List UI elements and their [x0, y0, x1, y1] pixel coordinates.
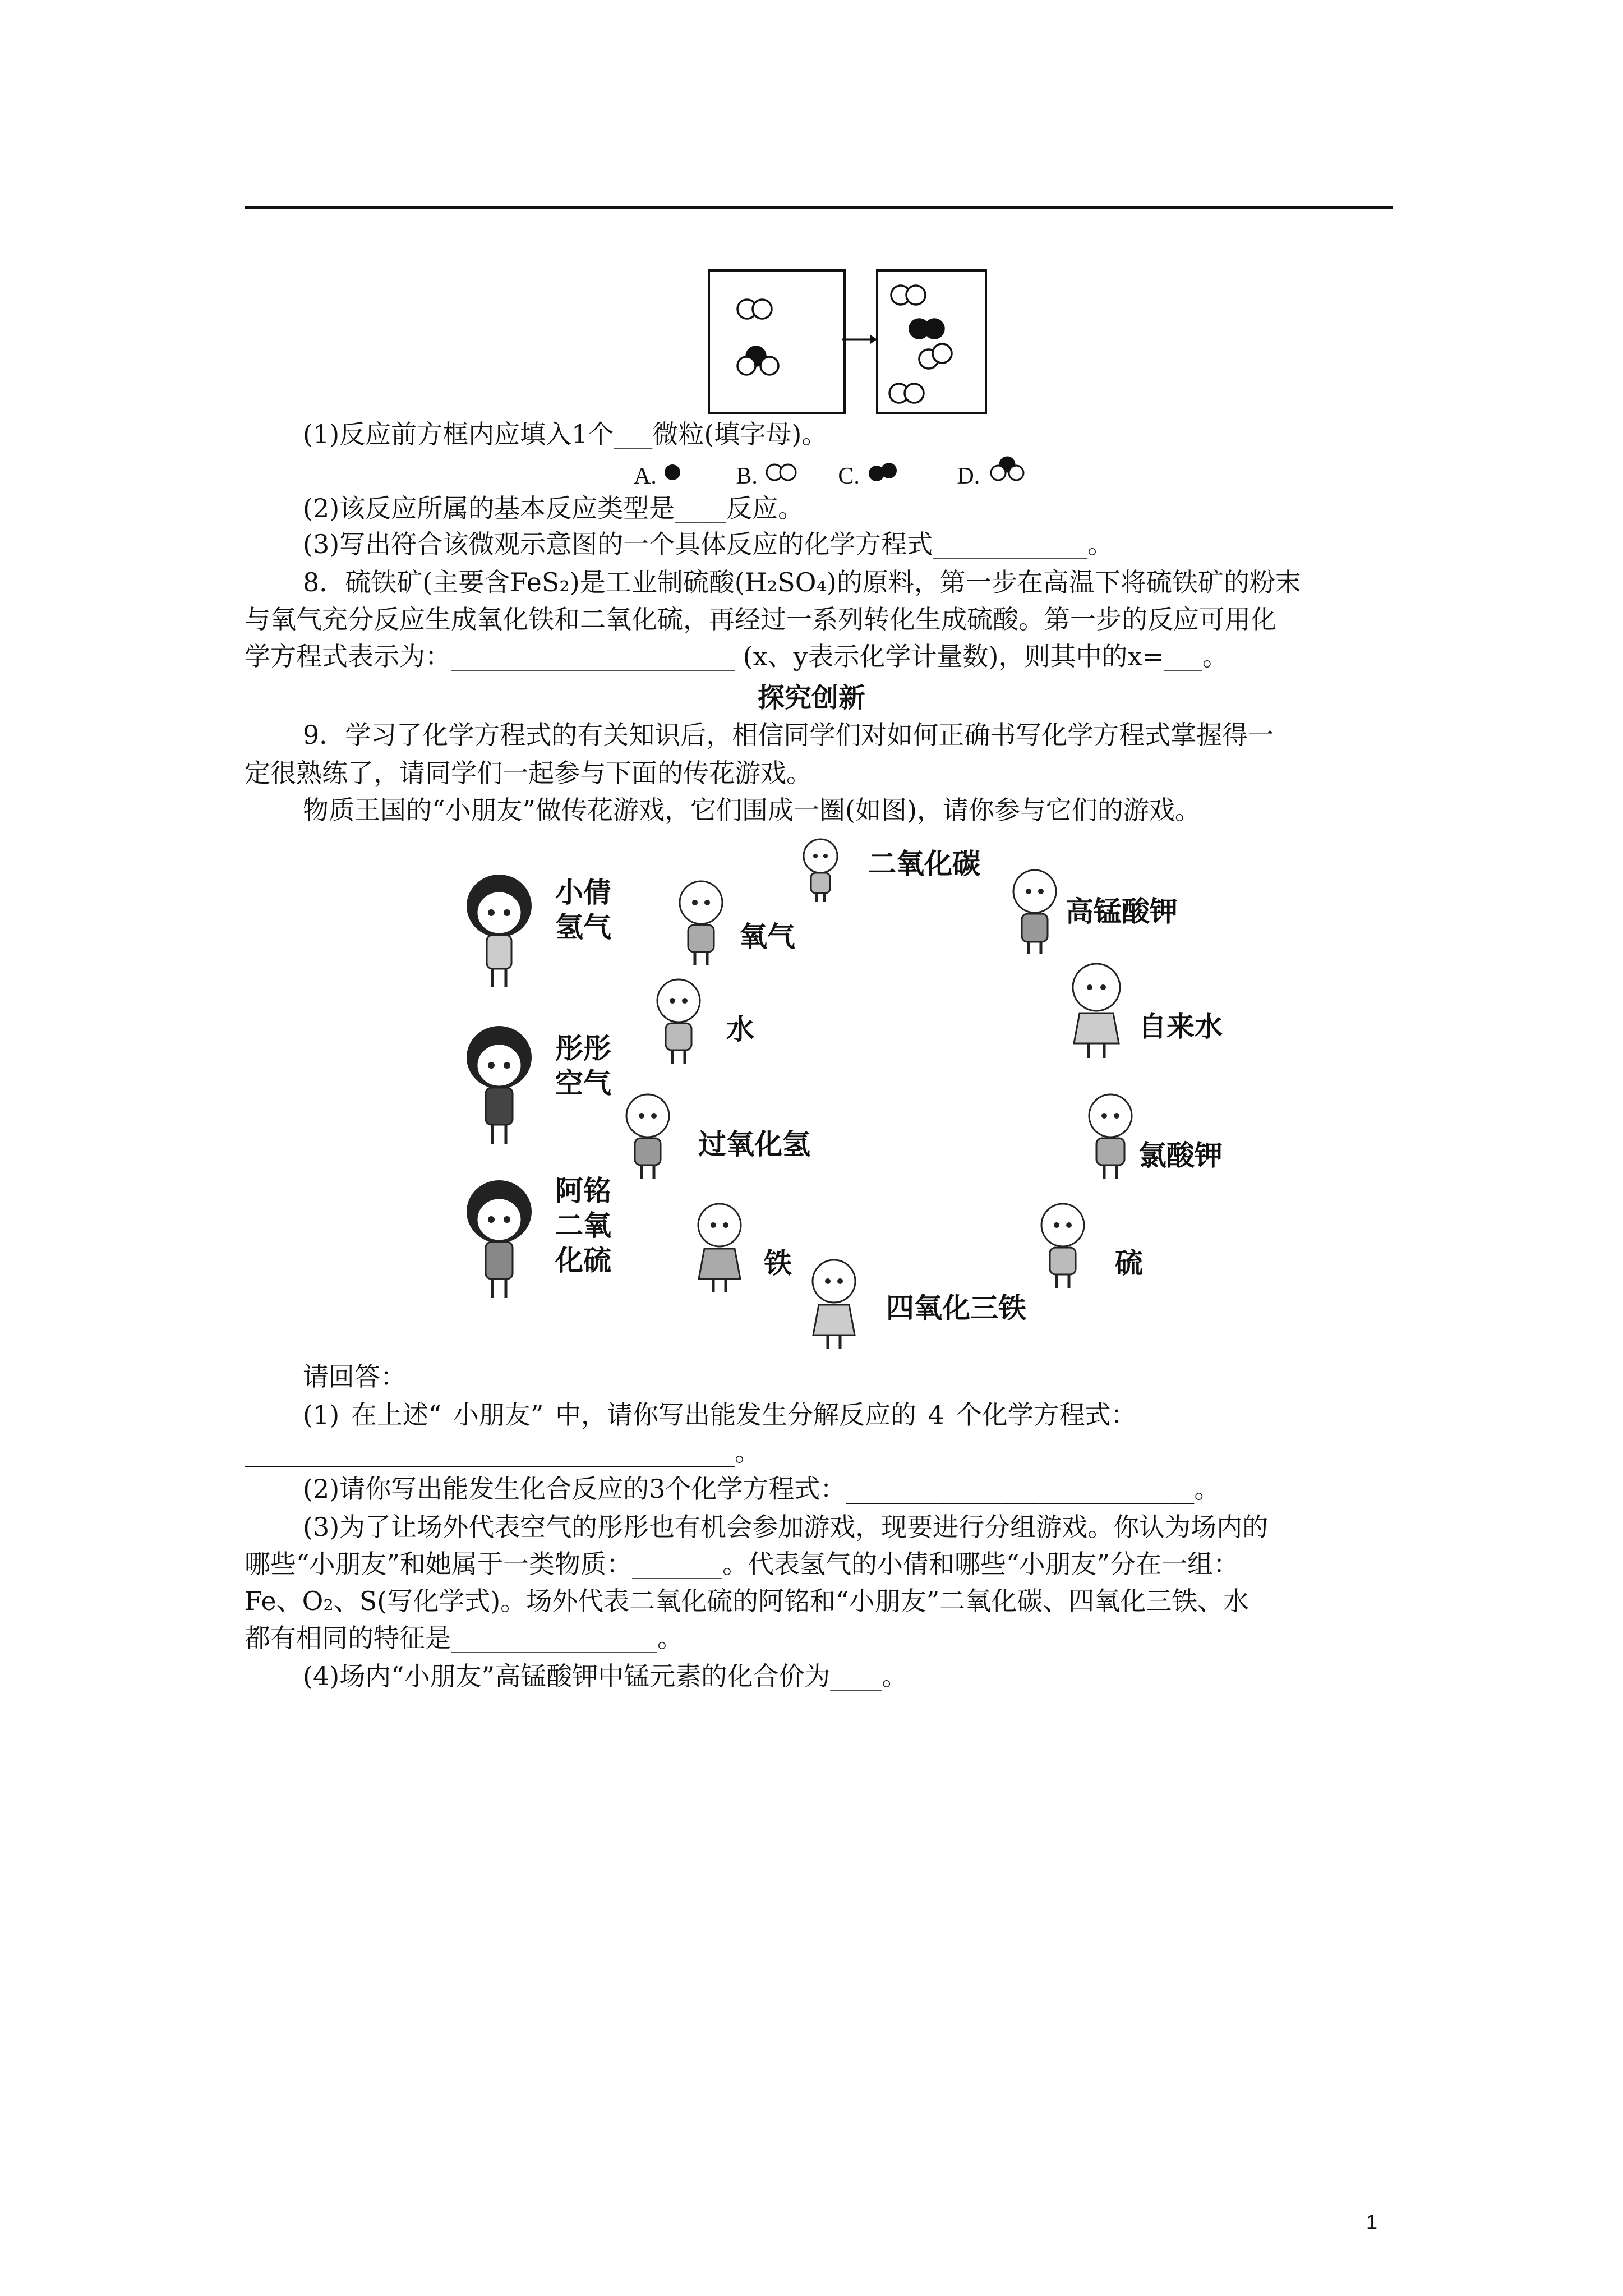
section-title: 探究创新 — [757, 682, 865, 714]
option-a: A. — [634, 463, 685, 489]
girl-xiaoqian-icon — [460, 872, 538, 990]
a3-line4: 都有相同的特征是________________。 — [245, 1623, 683, 1653]
q8-line3: 学方程式表示为：______________________ (x、y表示化学计量数)，则其中的x=___。 — [245, 641, 1228, 671]
child-tapwater-icon — [1063, 959, 1130, 1060]
q8-line2: 与氧气充分反应生成氧化铁和二氧化硫，再经过一系列转化生成硫酸。第一步的反应可用化 — [245, 604, 1276, 634]
ring-label-fe3o4: 四氧化三铁 — [886, 1292, 1026, 1324]
option-d: D. — [957, 463, 1030, 489]
a3-line2: 哪些“小朋友”和她属于一类物质：_______。代表氢气的小倩和哪些“小朋友”分在一组： — [245, 1549, 1239, 1579]
ring-label-oxygen: 氧气 — [739, 921, 795, 953]
child-oxygen-icon — [670, 878, 732, 968]
a1-line2: ______________________________________。 — [245, 1437, 760, 1467]
child-co2-icon — [795, 836, 846, 903]
girl-tongtong-icon — [460, 1024, 538, 1147]
option-a-particle-icon — [662, 461, 685, 484]
girl-aming-icon — [460, 1178, 538, 1301]
option-b-particle-icon — [763, 461, 804, 484]
option-d-particle-icon — [986, 455, 1031, 484]
q9-line3: 物质王国的“小朋友”做传花游戏，它们围成一圈(如图)，请你参与它们的游戏。 — [303, 795, 1201, 825]
side-label-xiaoqian: 小倩 氢气 — [555, 876, 611, 944]
side-label-tongtong: 彤彤 空气 — [555, 1032, 611, 1099]
q7-options — [634, 455, 1031, 493]
ring-label-sulfur: 硫 — [1115, 1247, 1143, 1280]
a3-line1: (3)为了让场外代表空气的彤彤也有机会参加游戏，现要进行分组游戏。你认为场内的 — [303, 1512, 1269, 1542]
child-kclo3-icon — [1080, 1091, 1141, 1181]
ring-label-iron: 铁 — [764, 1247, 792, 1280]
page-number: 1 — [1366, 2210, 1378, 2233]
q9-line2: 定很熟练了，请同学们一起参与下面的传花游戏。 — [245, 758, 812, 788]
a3-line3: Fe、O₂、S(写化学式)。场外代表二氧化硫的阿铭和“小朋友”二氧化碳、四氧化三铁、水 — [245, 1586, 1249, 1616]
a2: (2)请你写出能发生化合反应的3个化学方程式：___________________________。 — [303, 1474, 1220, 1504]
q7-sub2: (2)该反应所属的基本反应类型是____反应。 — [303, 493, 804, 523]
q8-line1: 8．硫铁矿(主要含FeS₂)是工业制硫酸(H₂SO₄)的原料，第一步在高温下将硫铁矿的粉末 — [303, 567, 1301, 597]
answer-intro: 请回答： — [303, 1361, 406, 1392]
q9-line1: 9．学习了化学方程式的有关知识后，相信同学们对如何正确书写化学方程式掌握得一 — [303, 720, 1274, 750]
ring-label-water: 水 — [726, 1013, 754, 1046]
child-iron-icon — [689, 1200, 750, 1296]
molecules-drawing — [708, 269, 985, 413]
side-label-aming: 阿铭 二氧 化硫 — [555, 1175, 611, 1277]
option-c: C. — [838, 463, 906, 489]
ring-label-kmno4: 高锰酸钾 — [1066, 895, 1178, 928]
ring-label-tapwater: 自来水 — [1138, 1010, 1223, 1043]
header-rule — [245, 206, 1393, 209]
ring-label-h2o2: 过氧化氢 — [698, 1128, 810, 1161]
child-kmno4-icon — [1004, 867, 1066, 956]
a1-line1: (1) 在上述“ 小朋友” 中，请你写出能发生分解反应的 4 个化学方程式： — [303, 1400, 1137, 1430]
a4: (4)场内“小朋友”高锰酸钾中锰元素的化合价为____。 — [303, 1661, 908, 1691]
ring-label-kclo3: 氯酸钾 — [1138, 1139, 1223, 1172]
option-b: B. — [736, 463, 804, 489]
ring-label-co2: 二氧化碳 — [868, 848, 980, 880]
q7-sub3: (3)写出符合该微观示意图的一个具体反应的化学方程式____________。 — [303, 529, 1114, 559]
child-fe3o4-icon — [803, 1257, 865, 1352]
q7-sub1: (1)反应前方框内应填入1个___微粒(填字母)。 — [303, 419, 828, 449]
option-c-particle-icon — [865, 461, 906, 484]
child-water-icon — [648, 976, 709, 1066]
child-sulfur-icon — [1032, 1200, 1094, 1290]
child-h2o2-icon — [617, 1091, 679, 1181]
